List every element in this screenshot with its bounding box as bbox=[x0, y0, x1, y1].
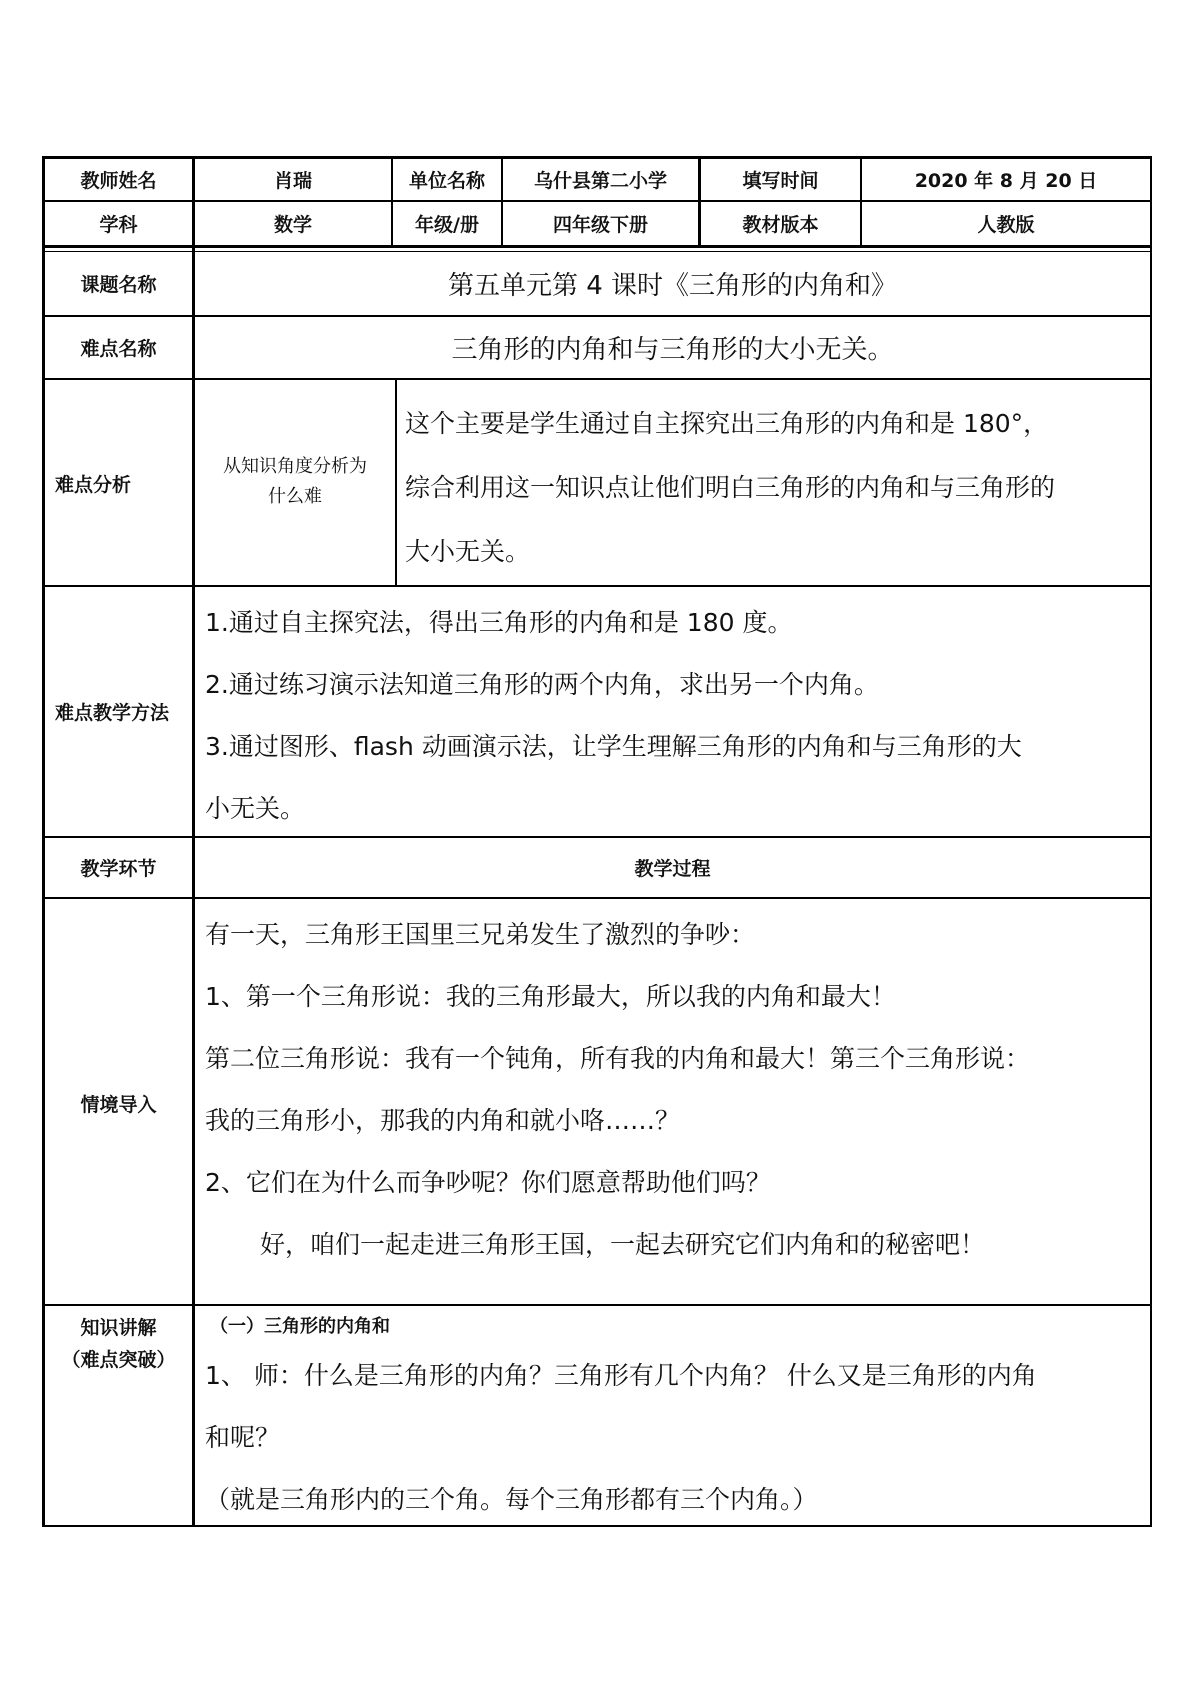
analysis-line: 综合利用这一知识点让他们明白三角形的内角和与三角形的 bbox=[405, 473, 1056, 502]
subject-value: 数学 bbox=[273, 214, 312, 236]
table-rule bbox=[42, 1304, 1152, 1306]
intro-line: 我的三角形小，那我的内角和就小咯……？ bbox=[205, 1106, 681, 1135]
difficulty-label: 难点名称 bbox=[80, 338, 157, 360]
table-rule bbox=[42, 245, 1152, 248]
topic-value: 第五单元第 4 课时《三角形的内角和》 bbox=[447, 271, 898, 301]
unit-name-value: 乌什县第二小学 bbox=[533, 170, 667, 192]
edition-value: 人教版 bbox=[977, 214, 1035, 236]
edition-label: 教材版本 bbox=[742, 214, 819, 236]
fill-time-value: 2020 年 8 月 20 日 bbox=[914, 170, 1098, 192]
knowledge-label bbox=[45, 1312, 192, 1382]
knowledge-text bbox=[205, 1345, 1150, 1531]
analysis-label: 难点分析 bbox=[55, 474, 132, 496]
intro-label: 情境导入 bbox=[80, 1093, 157, 1116]
intro-text bbox=[205, 904, 1150, 1276]
table-col-divider bbox=[395, 379, 397, 587]
analysis-sub-label-line: 从知识角度分析为 bbox=[223, 456, 367, 477]
intro-line: 有一天，三角形王国里三兄弟发生了激烈的争吵： bbox=[205, 920, 756, 949]
analysis-line: 这个主要是学生通过自主探究出三角形的内角和是 180°， bbox=[405, 409, 1049, 438]
intro-line: 好，咱们一起走进三角形王国，一起去研究它们内角和的秘密吧！ bbox=[260, 1230, 986, 1259]
method-label: 难点教学方法 bbox=[55, 702, 170, 724]
analysis-sub-label bbox=[195, 452, 395, 516]
knowledge-line: （就是三角形内的三个角。每个三角形都有三个内角。） bbox=[205, 1485, 818, 1514]
table-rule bbox=[42, 378, 1152, 380]
analysis-sub-label-line: 什么难 bbox=[268, 486, 322, 507]
knowledge-line: 和呢？ bbox=[205, 1423, 281, 1452]
method-line: 1.通过自主探究法，得出三角形的内角和是 180 度。 bbox=[205, 608, 793, 637]
process-section-title: 教学过程 bbox=[634, 858, 711, 880]
knowledge-label-line: （难点突破） bbox=[61, 1349, 176, 1371]
grade-label: 年级/册 bbox=[415, 214, 479, 236]
difficulty-value: 三角形的内角和与三角形的大小无关。 bbox=[451, 335, 894, 365]
knowledge-label-line: 知识讲解 bbox=[80, 1317, 157, 1339]
table-rule bbox=[42, 585, 1152, 587]
knowledge-line: 1、 师：什么是三角形的内角？三角形有几个内角？ 什么又是三角形的内角 bbox=[205, 1361, 1037, 1390]
table-rule bbox=[42, 897, 1152, 899]
teacher-name-value: 肖瑞 bbox=[273, 170, 312, 192]
method-text bbox=[205, 592, 1150, 840]
table-border-right bbox=[1150, 156, 1152, 1527]
method-line: 小无关。 bbox=[205, 794, 306, 823]
intro-line: 第二位三角形说：我有一个钝角，所有我的内角和最大！第三个三角形说： bbox=[205, 1044, 1031, 1073]
grade-value: 四年级下册 bbox=[552, 214, 648, 236]
intro-line: 2、它们在为什么而争吵呢？你们愿意帮助他们吗？ bbox=[205, 1168, 771, 1197]
knowledge-section-title: （一）三角形的内角和 bbox=[210, 1316, 390, 1337]
topic-label: 课题名称 bbox=[80, 274, 157, 296]
teacher-name-label: 教师姓名 bbox=[80, 170, 157, 192]
unit-name-label: 单位名称 bbox=[408, 170, 485, 192]
process-section-label: 教学环节 bbox=[80, 858, 157, 880]
intro-line: 1、第一个三角形说：我的三角形最大，所以我的内角和最大！ bbox=[205, 982, 896, 1011]
subject-label: 学科 bbox=[99, 214, 138, 236]
fill-time-label: 填写时间 bbox=[742, 170, 819, 192]
method-line: 2.通过练习演示法知道三角形的两个内角，求出另一个内角。 bbox=[205, 670, 879, 699]
analysis-text bbox=[405, 392, 1150, 584]
method-line: 3.通过图形、flash 动画演示法，让学生理解三角形的内角和与三角形的大 bbox=[205, 732, 1022, 761]
analysis-line: 大小无关。 bbox=[405, 537, 531, 566]
